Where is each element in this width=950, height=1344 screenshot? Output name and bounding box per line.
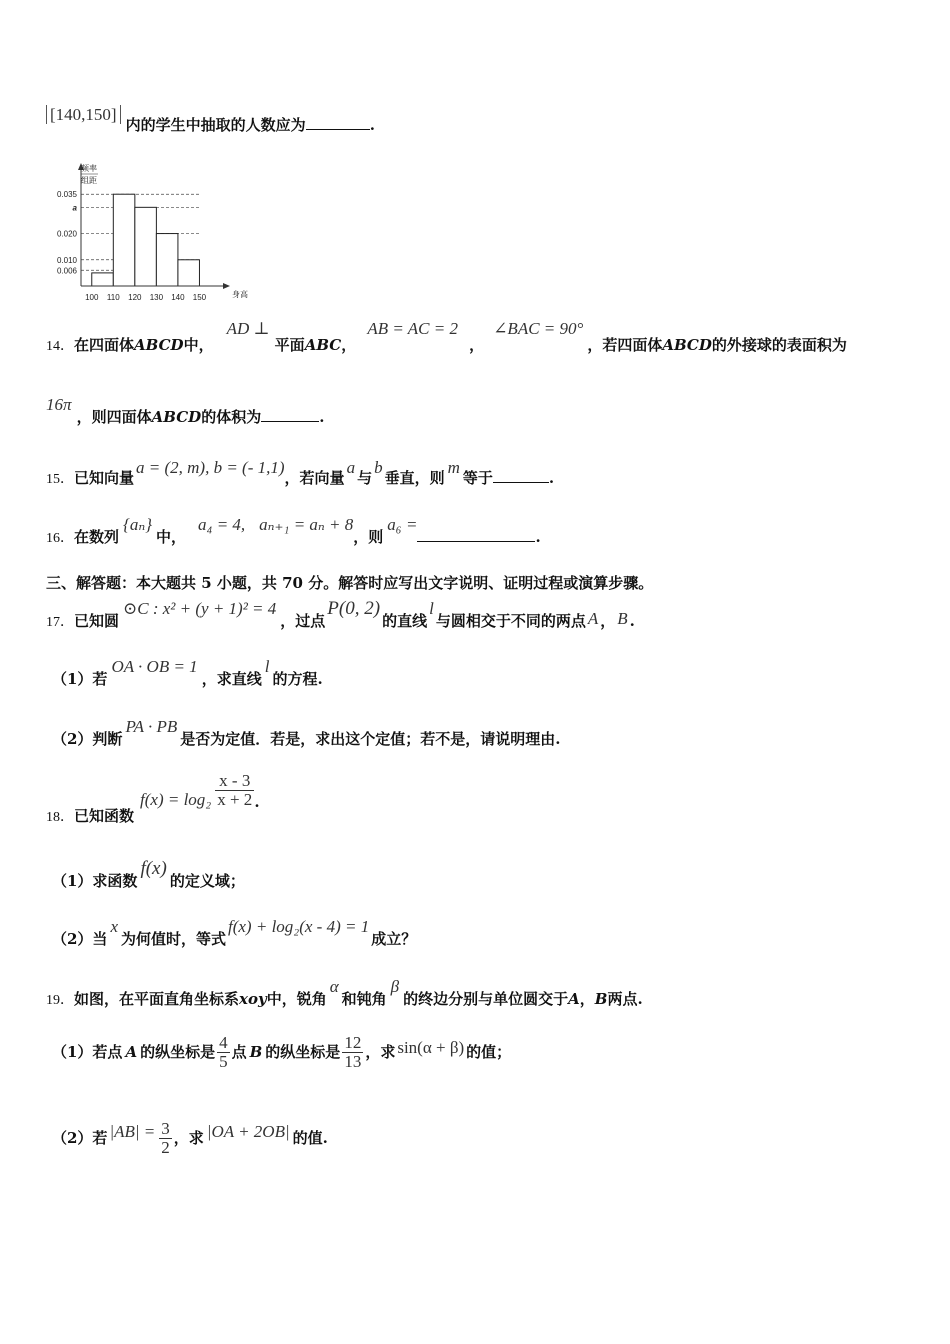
question-19: 19．如图，在平面直角坐标系xoy中，锐角α和钝角β的终边分别与单位圆交于A，B两点. [46, 977, 643, 1008]
y-axis-label-bottom: 组距 [81, 176, 97, 185]
histogram-bar [178, 260, 200, 286]
y-tick-label: 0.006 [56, 266, 77, 276]
x-tick-label: 140 [171, 293, 185, 302]
question-14: 14．在四面体ABCD中， AD ⊥ 平面ABC， AB = AC = 2 ， ∠BAC = 90°，若四面体ABCD的外接球的表面积为 [46, 319, 847, 354]
question-19-part-2: （2）若 |AB| = $\frac{3}{2}$ ，求 |OA + 2OB| 的值. [52, 1119, 328, 1157]
question-15: 15．已知向量a = (2, m), b = (- 1,1)，若向量a与b垂直，则m等于 . [46, 458, 555, 487]
answer-blank-13 [306, 129, 370, 130]
frequency-histogram [46, 158, 266, 308]
x-tick-label: 150 [192, 293, 207, 302]
answer-blank-14 [261, 421, 319, 422]
question-18-part-2: （2）当x为何值时，等式f(x) + log₂(x - 4) = 1成立？ [52, 917, 417, 948]
x-tick-label: 130 [149, 293, 164, 302]
histogram-bar [135, 207, 157, 286]
question-19-part-1: （1）若点 A 的纵坐标是 $\frac{4}{5}$ 点 B 的纵坐标是 $\frac{12}{13}$ ，求 sin(α + β) 的值； [52, 1033, 512, 1071]
x-tick-label: 120 [128, 293, 142, 302]
fraction-4-5: $\frac{4}{5}$ [219, 1033, 228, 1071]
question-14-cont: 16π ，则四面体ABCD的体积为 . [46, 395, 325, 426]
x-tick-label: 110 [106, 293, 120, 302]
y-tick-label: a [72, 203, 77, 213]
histogram-bar [156, 234, 178, 286]
y-tick-label: 0.010 [56, 255, 77, 265]
fraction-12-13: $\frac{12}{13}$ [344, 1033, 362, 1071]
y-tick-label: 0.035 [56, 190, 77, 200]
question-17-part-1: （1）若OA · OB = 1，求直线l的方程. [52, 657, 323, 688]
y-axis-label-top: 频率 [81, 164, 97, 173]
answer-blank-15 [493, 482, 549, 483]
answer-blank-16 [417, 541, 535, 542]
section-heading: 三、解答题：本大题共 5 小题，共 70 分。解答时应写出文字说明、证明过程或演算步骤。 [46, 574, 654, 592]
histogram-bar [113, 194, 135, 286]
question-18-part-1: （1）求函数f(x)的定义域； [52, 858, 245, 890]
y-tick-label: 0.020 [56, 229, 77, 239]
log-argument-fraction: $\frac{x - 3}{x + 2}$ [217, 771, 253, 809]
x-axis-arrow [223, 283, 230, 289]
x-tick-label: 100 [85, 293, 99, 302]
fraction-3-2: $\frac{3}{2}$ [161, 1119, 170, 1157]
y-tick-labels [57, 190, 78, 275]
q13-tail: [140,150] 内的学生中抽取的人数应为 . [46, 104, 375, 125]
question-17-part-2: （2）判断PA · PB是否为定值．若是，求出这个定值；若不是，请说明理由. [52, 717, 561, 748]
question-17: 17．已知圆⊙C : x² + (y + 1)² = 4，过点P(0, 2)的直线l与圆相交于不同的两点 A ， B . [46, 598, 635, 630]
interval: [140,150] [46, 105, 121, 124]
x-axis-label: 身高 [232, 290, 248, 299]
histogram-bars [92, 194, 200, 286]
histogram-bar [92, 273, 114, 286]
question-18: 18．已知函数f(x) = log₂ $\frac{x - 3}{x + 2}$ . [46, 771, 260, 825]
x-tick-labels [85, 293, 207, 302]
question-16: 16．在数列{aₙ}中，a₄ = 4, aₙ₊₁ = aₙ + 8，则a₆ =. [46, 515, 541, 546]
